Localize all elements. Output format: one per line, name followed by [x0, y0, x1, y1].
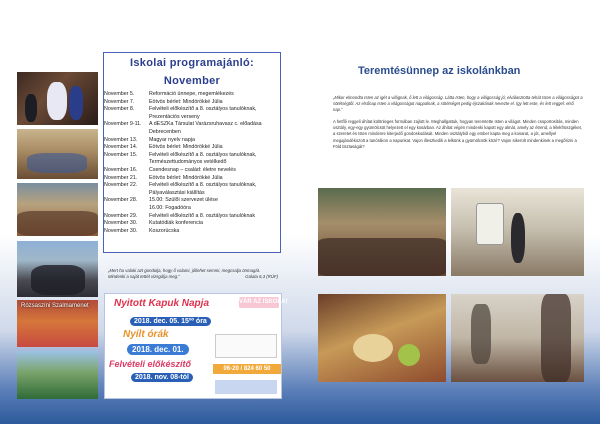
open-day-poster — [104, 293, 288, 399]
program-event — [104, 228, 280, 236]
event-date: November 30. — [104, 220, 138, 227]
event-text: A dESZKa Társulat Varázsruhavasz c. előadása Debrecenben — [149, 121, 262, 135]
program-box — [103, 52, 281, 253]
program-event — [104, 220, 280, 228]
program-list — [104, 91, 280, 235]
event-date: November 16. — [104, 166, 138, 173]
photo-kids — [17, 351, 98, 399]
program-event — [104, 213, 280, 221]
bible-quote-left — [108, 268, 278, 279]
poster-date-1: 2018. dec. 05. 15ºº óra — [130, 317, 211, 326]
event-text: Eötvös bérlet: Mindörökké Júlia — [149, 98, 223, 105]
event-text: 16.00: Fogadóórа — [149, 204, 191, 211]
photo-students — [451, 294, 584, 382]
photo-crowd — [17, 300, 98, 347]
poster-date-2: 2018. dec. 01. — [127, 344, 189, 355]
event-text: Koszorúcska — [149, 227, 180, 234]
event-text: Reformáció ünnepe, megemlékezés — [149, 91, 234, 97]
photo-stage — [451, 188, 584, 276]
program-event — [104, 121, 280, 136]
photo-group — [17, 241, 98, 297]
poster-open-hours: Nyílt órák — [123, 329, 169, 340]
event-text: Felvételi előkészítő a 8. osztályos tanulóknak — [149, 212, 255, 219]
event-date: November 9-11. — [104, 121, 142, 128]
program-event — [104, 152, 280, 167]
event-text: Felvételi előkészítő a 8. osztályos tanulóknak, Prezentációs verseny — [149, 106, 257, 120]
program-event — [104, 205, 280, 213]
event-date: November 29. — [104, 212, 138, 219]
program-event — [104, 197, 280, 205]
poster-prep: Felvételi előkészítő — [109, 359, 192, 369]
event-text: Felvételi előkészítő a 8. osztályos tanulóknak, Természettudományos vetélkedő — [149, 151, 257, 166]
photo-classroom — [17, 129, 98, 179]
photo-assembly-hall — [318, 188, 446, 276]
event-text: Kutatódiák konferencia — [149, 220, 203, 227]
program-event — [104, 137, 280, 145]
poster-phone: 06-20 / 824 60 50 — [213, 364, 281, 374]
photo-gym-audience — [17, 183, 98, 236]
event-date — [104, 205, 149, 213]
photo-caption: Rózsaszíni Szalmamenet — [21, 303, 89, 309]
poster-date-3: 2018. nov. 08-tól — [131, 373, 193, 382]
event-date: November 30. — [104, 227, 138, 234]
event-date: November 13. — [104, 136, 138, 143]
poster-title: Nyitott Kapuk Napja — [114, 298, 210, 309]
school-logo — [215, 334, 277, 358]
program-month: November — [163, 75, 221, 87]
photo-fruit-table — [318, 294, 446, 382]
event-text: Csendesnap – család: életre nevelés — [149, 166, 236, 173]
event-date: November 14. — [104, 144, 138, 151]
program-event — [104, 99, 280, 107]
program-title: Iskolai programajánló: — [130, 57, 254, 69]
event-text: 15.00: Szülői szervezet ülése — [149, 197, 218, 204]
event-date: November 15. — [104, 151, 138, 158]
article-quote: „Mikor elmondta Isten az igét a világnak, ő lett a világosság. Látta Isten, hogy a világosság jó; elválasztotta tehát Isten a világosságot a sötétségtől. Az elsőnap Isten a világosságot nappalnak, a sötétséget pedig éjszakának nevezte el. Így lett este, és lett reggel: első nap.” — [333, 95, 583, 113]
event-date: November 7. — [104, 98, 135, 105]
program-event — [104, 91, 280, 99]
quote-author: Galata 6,3 (RÚF) — [245, 273, 278, 279]
poster-badge: VÁR AZ ISKOLA! — [239, 297, 279, 308]
event-date: November 28. — [104, 197, 138, 204]
program-event — [104, 144, 280, 152]
article-body: A hetfői reggeli áhítat különleges formában zajlott le. Meghallgattuk, hogyan teremtette Isten a világot. Minden csoportosítás, minden osztály, egy-egy gyümölcsöt helyezett el egy kosárban. Az áhítat végén mindenki kapott egy almát, amely az étrend, a lélekfrüszgéket, a szeretet és Isten mindenre kiterjedő gondoskodását. Minden osztályból egy ember kapta meg a kosarat, a jót, amellyel megajándékozott a tanórákon a napunkat. Vajon illeszkedik a lelkünk a gyümölcsök közé? Vajon sikerült mindenkinek a megőrizni a Föld tisztaságát? — [333, 119, 582, 149]
poster-address-block — [215, 380, 277, 394]
event-date: November 8. — [104, 106, 135, 113]
event-date: November 22. — [104, 182, 138, 189]
program-event — [104, 106, 280, 121]
program-event — [104, 182, 280, 197]
program-event — [104, 167, 280, 175]
event-date: November 21. — [104, 174, 138, 181]
event-text: Eötvös bérlet: Mindörökké Júlia — [149, 144, 223, 151]
event-text: Magyar nyelv napja — [149, 136, 195, 143]
photo-ceremony — [17, 72, 98, 125]
event-date: November 5. — [104, 91, 135, 97]
quote-text: „Mert ha valaki azt gondolja, hogy ő valami, jóllehet semmi, megcsalja önmagát. Mindenki a saját tettét vizsgálja meg.” — [108, 268, 261, 279]
article-title: Teremtésünnep az iskolánkban — [358, 65, 521, 77]
program-event — [104, 175, 280, 183]
event-text: Felvételi előkészítő a 8. osztályos tanulóknak, Pályaválasztási kiállítás — [149, 182, 257, 196]
event-text: Eötvös bérlet: Mindörökké Júlia — [149, 174, 223, 181]
